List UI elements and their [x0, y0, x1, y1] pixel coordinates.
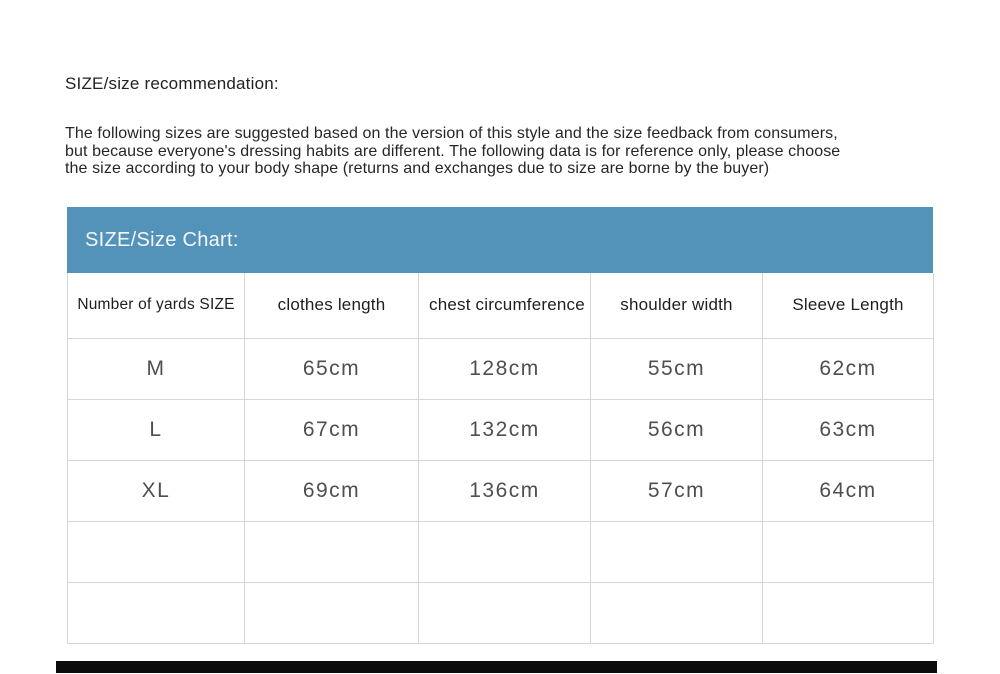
- page-heading: SIZE/size recommendation:: [65, 74, 279, 93]
- empty-cell: [763, 521, 934, 582]
- header-row: [68, 273, 934, 338]
- empty-cell: [419, 521, 591, 582]
- value-cell: 67cm: [245, 399, 419, 460]
- empty-cell: [591, 521, 763, 582]
- bottom-divider-bar: [56, 661, 937, 673]
- description-line: but because everyone's dressing habits are different. The following data is for reference only, please choose: [65, 142, 841, 160]
- value-cell: 57cm: [591, 460, 763, 521]
- description-paragraph: [65, 125, 965, 178]
- value-cell: 128cm: [419, 338, 591, 399]
- table-row-empty: [68, 521, 934, 582]
- size-chart-title: SIZE/Size Chart:: [85, 228, 239, 251]
- empty-cell: [68, 582, 245, 643]
- value-cell: 132cm: [419, 399, 591, 460]
- empty-cell: [419, 582, 591, 643]
- value-cell: 63cm: [763, 399, 934, 460]
- empty-cell: [68, 521, 245, 582]
- column-header-sleeve: Sleeve Length: [763, 273, 934, 338]
- description-line: the size according to your body shape (returns and exchanges due to size are borne by the buyer): [65, 160, 770, 177]
- value-cell: 64cm: [763, 460, 934, 521]
- size-cell: XL: [68, 460, 245, 521]
- value-cell: 69cm: [245, 460, 419, 521]
- column-header-shoulder: shoulder width: [591, 273, 763, 338]
- table-row-l: [68, 399, 934, 460]
- description-line: The following sizes are suggested based on the version of this style and the size feedback from consumers,: [65, 125, 838, 142]
- value-cell: 62cm: [763, 338, 934, 399]
- empty-cell: [591, 582, 763, 643]
- value-cell: 65cm: [245, 338, 419, 399]
- size-chart-table: [67, 273, 934, 644]
- empty-cell: [763, 582, 934, 643]
- table-row-m: [68, 338, 934, 399]
- column-header-size: Number of yards SIZE: [68, 273, 245, 338]
- size-cell: M: [68, 338, 245, 399]
- size-chart-title-bar: [67, 207, 933, 273]
- column-header-chest: chest circumference: [419, 273, 591, 338]
- value-cell: 56cm: [591, 399, 763, 460]
- column-header-clothes-length: clothes length: [245, 273, 419, 338]
- value-cell: 136cm: [419, 460, 591, 521]
- empty-cell: [245, 521, 419, 582]
- table-row-empty: [68, 582, 934, 643]
- value-cell: 55cm: [591, 338, 763, 399]
- table-row-xl: [68, 460, 934, 521]
- empty-cell: [245, 582, 419, 643]
- size-cell: L: [68, 399, 245, 460]
